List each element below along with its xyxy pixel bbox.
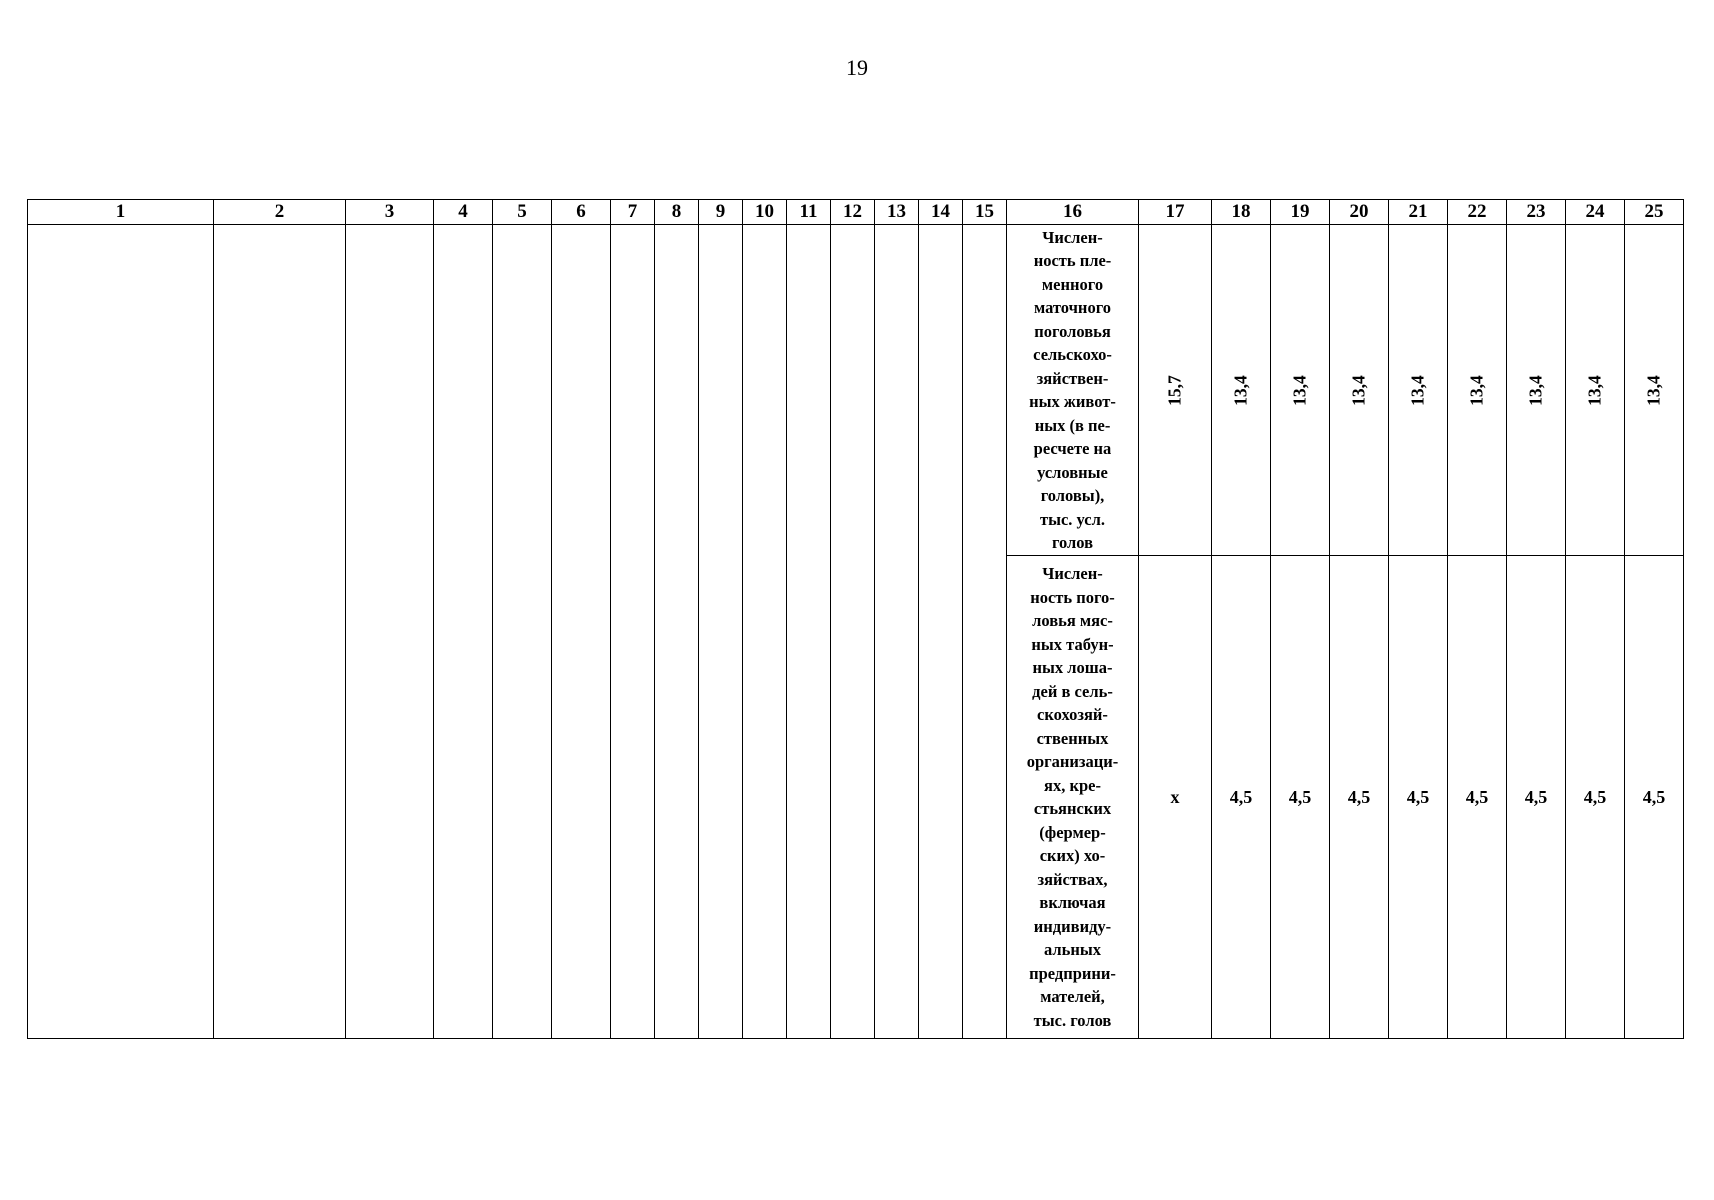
value-text: 13,4	[1584, 374, 1605, 406]
column-header: 9	[699, 200, 743, 225]
value-text: 13,4	[1407, 374, 1428, 406]
empty-cell	[611, 225, 655, 1039]
indicator-line: ность пле-	[1033, 251, 1112, 270]
value-cell	[1566, 225, 1625, 556]
empty-cell	[493, 225, 552, 1039]
value-cell	[1389, 225, 1448, 556]
indicator-line: альных	[1043, 940, 1102, 959]
empty-cell	[743, 225, 787, 1039]
value-cell: 4,5	[1212, 556, 1271, 1039]
indicator-line: ственных	[1036, 728, 1109, 748]
column-header: 24	[1566, 200, 1625, 225]
indicator-description	[1007, 225, 1139, 556]
indicator-description	[1007, 556, 1139, 1039]
indicator-line: ях, кре-	[1044, 775, 1101, 795]
value-text: 13,4	[1466, 374, 1487, 406]
indicator-line: ных табун-	[1031, 634, 1114, 654]
empty-cell	[28, 225, 214, 1039]
column-header: 6	[552, 200, 611, 225]
indicator-line: дей в сель-	[1032, 681, 1113, 701]
column-header: 1	[28, 200, 214, 225]
indicator-line: ных лоша-	[1032, 658, 1113, 677]
column-header: 13	[875, 200, 919, 225]
value-text: 13,4	[1230, 374, 1251, 406]
indicator-line: организаци-	[1026, 752, 1119, 771]
empty-cell	[963, 225, 1007, 1039]
indicator-line: маточного	[1033, 298, 1112, 317]
value-cell	[1271, 225, 1330, 556]
value-cell: 4,5	[1448, 556, 1507, 1039]
indicator-line: ресчете на	[1033, 439, 1112, 458]
column-header: 7	[611, 200, 655, 225]
indicator-line: зяйствен-	[1036, 368, 1109, 388]
indicator-line: голов	[1051, 533, 1094, 552]
column-header: 2	[214, 200, 346, 225]
indicator-line: ных (в пе-	[1034, 415, 1111, 435]
empty-cell	[699, 225, 743, 1039]
value-cell	[1330, 225, 1389, 556]
indicator-line: ловья мяс-	[1032, 611, 1113, 630]
indicator-line: мателей,	[1040, 987, 1105, 1006]
value-cell	[1625, 225, 1684, 556]
value-cell: 4,5	[1625, 556, 1684, 1039]
value-cell: 4,5	[1330, 556, 1389, 1039]
value-cell	[1212, 225, 1271, 556]
value-cell: 4,5	[1389, 556, 1448, 1039]
empty-cell	[434, 225, 493, 1039]
column-header: 15	[963, 200, 1007, 225]
indicator-line: зяйствах,	[1037, 869, 1108, 889]
value-cell: 4,5	[1566, 556, 1625, 1039]
table-row	[28, 225, 1684, 556]
empty-cell	[346, 225, 434, 1039]
indicator-line: индивиду-	[1033, 916, 1112, 936]
empty-cell	[919, 225, 963, 1039]
empty-cell	[875, 225, 919, 1039]
value-cell: х	[1139, 556, 1212, 1039]
indicator-line: скохозяй-	[1037, 705, 1108, 724]
empty-cell	[214, 225, 346, 1039]
column-header: 18	[1212, 200, 1271, 225]
value-text: 13,4	[1643, 374, 1664, 406]
indicator-line: поголовья	[1034, 321, 1111, 341]
value-text: 13,4	[1525, 374, 1546, 406]
value-cell	[1448, 225, 1507, 556]
indicator-line: предприни-	[1029, 963, 1116, 983]
column-header: 25	[1625, 200, 1684, 225]
column-header: 5	[493, 200, 552, 225]
indicator-line: ность пого-	[1030, 587, 1115, 607]
page-number: 19	[846, 55, 868, 80]
column-header: 12	[831, 200, 875, 225]
indicator-line: менного	[1041, 274, 1104, 294]
column-header: 17	[1139, 200, 1212, 225]
empty-cell	[552, 225, 611, 1039]
column-header: 23	[1507, 200, 1566, 225]
value-cell: 4,5	[1271, 556, 1330, 1039]
indicator-line: условные	[1037, 462, 1108, 482]
indicator-table	[27, 199, 1684, 1039]
indicator-line: Числен-	[1042, 227, 1103, 247]
indicator-line: тыс. голов	[1033, 1010, 1112, 1030]
column-header: 14	[919, 200, 963, 225]
indicator-line: включая	[1039, 893, 1106, 912]
value-text: 15,7	[1164, 374, 1185, 406]
empty-cell	[787, 225, 831, 1039]
column-number-row	[28, 200, 1684, 225]
column-header: 19	[1271, 200, 1330, 225]
column-header: 4	[434, 200, 493, 225]
indicator-line: ских) хо-	[1039, 846, 1106, 865]
column-header: 8	[655, 200, 699, 225]
indicator-line: головы),	[1040, 486, 1105, 505]
indicator-line: сельскохо-	[1033, 345, 1112, 364]
value-cell	[1507, 225, 1566, 556]
empty-cell	[655, 225, 699, 1039]
value-text: 13,4	[1289, 374, 1310, 406]
column-header: 20	[1330, 200, 1389, 225]
value-text: 13,4	[1348, 374, 1369, 406]
column-header: 11	[787, 200, 831, 225]
column-header: 22	[1448, 200, 1507, 225]
indicator-line: ных живот-	[1029, 392, 1116, 411]
empty-cell	[831, 225, 875, 1039]
value-cell	[1139, 225, 1212, 556]
column-header: 3	[346, 200, 434, 225]
value-cell: 4,5	[1507, 556, 1566, 1039]
indicator-line: тыс. усл.	[1039, 509, 1105, 529]
indicator-line: Числен-	[1042, 564, 1103, 583]
column-header: 16	[1007, 200, 1139, 225]
indicator-line: (фермер-	[1039, 822, 1106, 842]
indicator-line: стьянских	[1033, 799, 1112, 818]
column-header: 21	[1389, 200, 1448, 225]
column-header: 10	[743, 200, 787, 225]
